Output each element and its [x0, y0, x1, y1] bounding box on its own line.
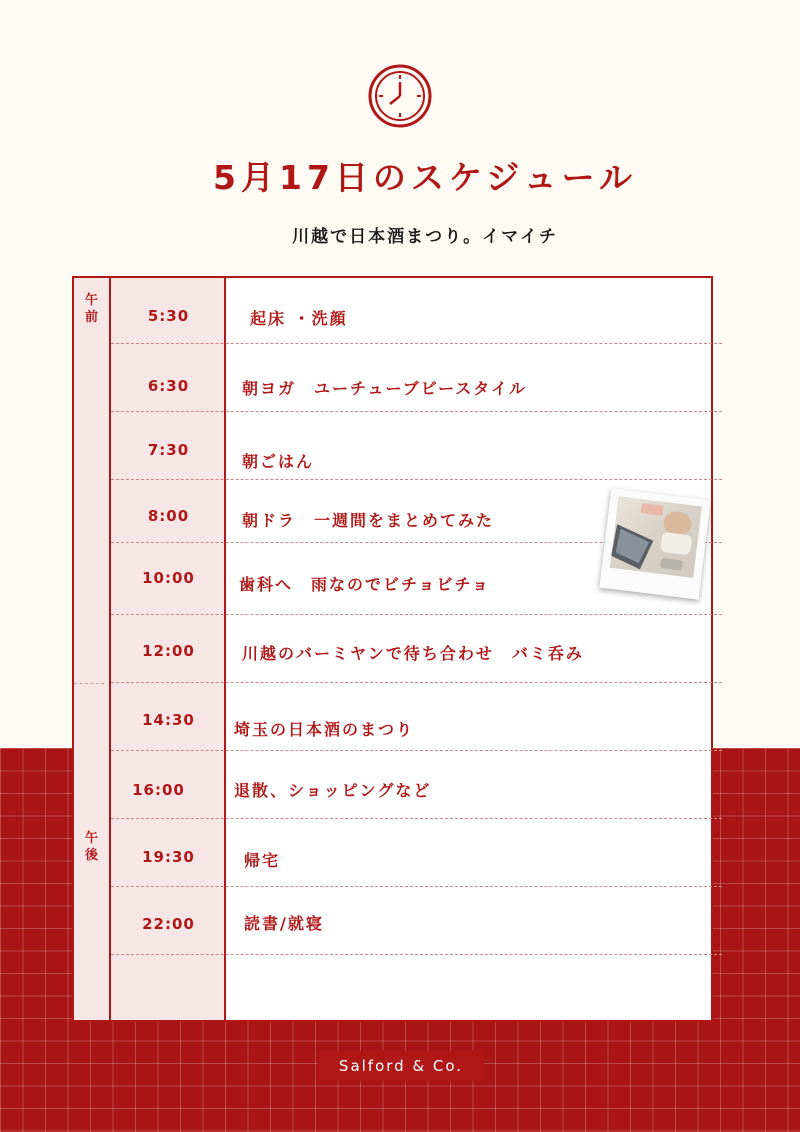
- activity-label: 読書/就寝: [244, 914, 324, 933]
- activity-label: 川越のバーミヤンで待ち合わせ バミ呑み: [242, 644, 584, 663]
- laptop-photo: [599, 488, 710, 599]
- time-label: 7:30: [147, 441, 190, 459]
- time-label: 5:30: [147, 307, 190, 325]
- activity-label: 起床 ・洗顔: [250, 309, 348, 328]
- activity-label: 朝ドラ 一週間をまとめてみた: [242, 511, 495, 530]
- row-divider: [111, 886, 722, 887]
- time-label: 19:30: [142, 848, 195, 866]
- period-am-label: [74, 292, 109, 326]
- time-label: 8:00: [147, 507, 190, 525]
- time-label: 22:00: [142, 915, 195, 933]
- row-divider: [111, 614, 722, 615]
- time-label: 12:00: [142, 642, 195, 660]
- laptop-icon: [610, 496, 702, 578]
- activity-label: 朝ヨガ ユーチューブビースタイル: [242, 379, 527, 398]
- row-divider: [111, 479, 722, 480]
- period-pm-label: [74, 830, 109, 864]
- period-pm-char-1: 午: [84, 831, 98, 846]
- row-divider: [111, 954, 722, 955]
- page-title: 5月17日のスケジュール: [213, 158, 637, 197]
- activity-label: 帰宅: [244, 851, 281, 870]
- time-label: 14:30: [142, 711, 195, 729]
- period-column: [74, 278, 111, 1020]
- period-am-char-2: 前: [84, 310, 98, 325]
- time-label: 16:00: [132, 781, 185, 799]
- clock-icon: [367, 63, 433, 129]
- row-divider: [111, 682, 722, 683]
- activity-label: 歯科へ 雨なのでビチョビチョ: [239, 575, 491, 594]
- brand-badge: Salford & Co.: [318, 1051, 484, 1081]
- row-divider: [111, 411, 722, 412]
- row-divider: [111, 750, 722, 751]
- activity-label: 埼玉の日本酒のまつり: [234, 720, 415, 739]
- laptop-photo-image: [610, 496, 702, 578]
- time-label: 6:30: [147, 377, 190, 395]
- period-am-char-1: 午: [84, 293, 98, 308]
- row-divider: [111, 343, 722, 344]
- activity-label: 退散、ショッピングなど: [234, 781, 432, 800]
- activity-label: 朝ごはん: [242, 452, 315, 471]
- schedule-table: [72, 276, 713, 1022]
- period-divider: [74, 683, 104, 684]
- time-label: 10:00: [142, 569, 195, 587]
- period-pm-char-2: 後: [84, 848, 98, 863]
- row-divider: [111, 818, 722, 819]
- page-subtitle: 川越で日本酒まつり。イマイチ: [292, 227, 558, 247]
